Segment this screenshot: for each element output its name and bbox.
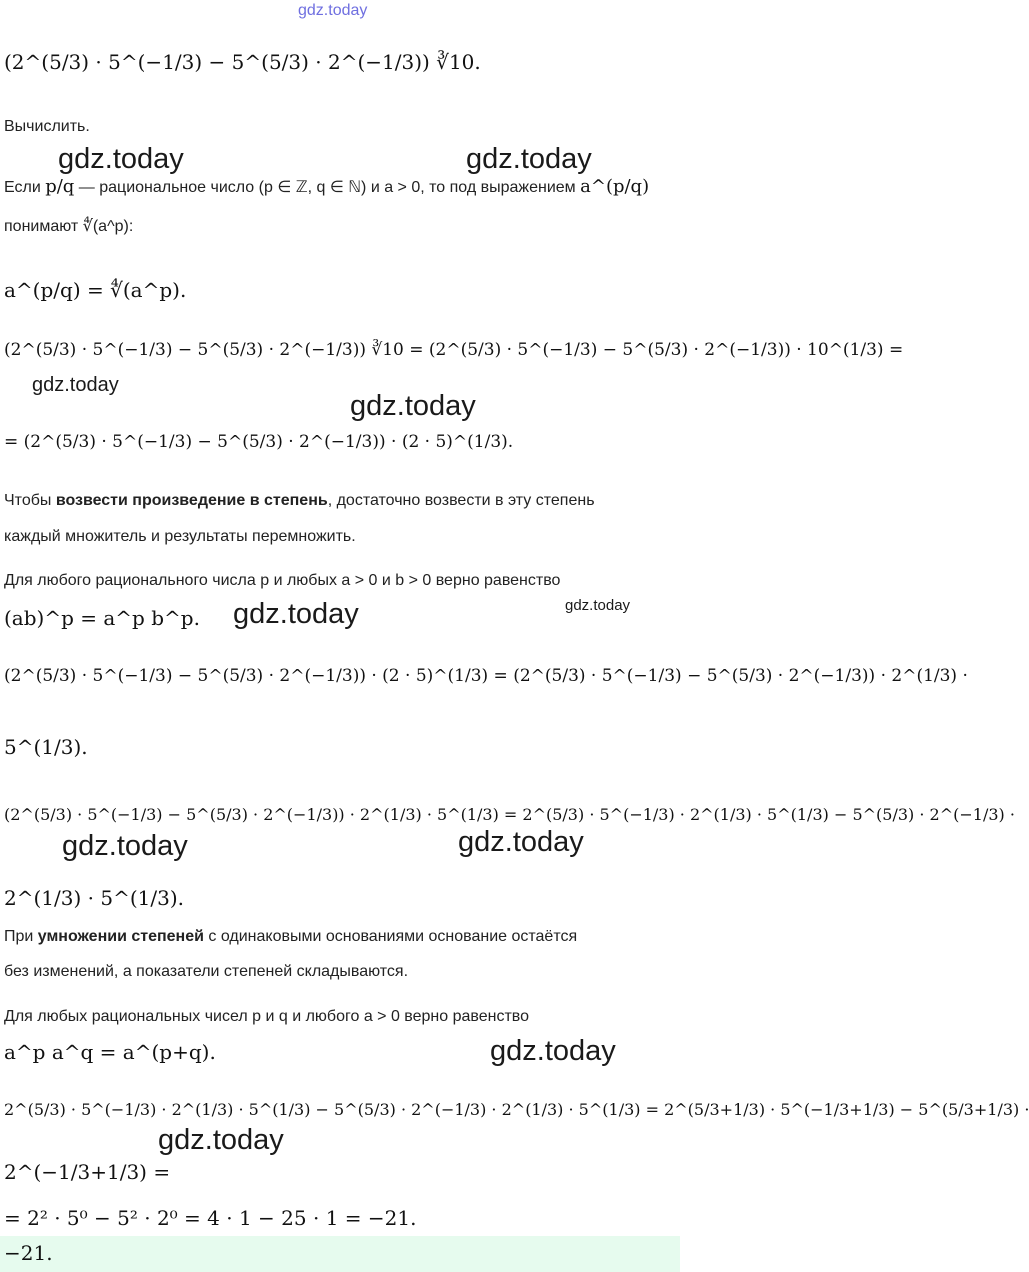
watermark: gdz.today (32, 374, 119, 396)
rule-rational-power-formula: a^(p/q) = ∜(a^p). (4, 278, 187, 302)
rule-multiply-powers-line2: без изменений, а показатели степеней складываются. (4, 963, 409, 980)
watermark: gdz.today (62, 830, 188, 862)
watermark-top: gdz.today (298, 2, 368, 19)
rule-rational-power-line2: понимают ∜(a^p): (4, 218, 134, 235)
watermark: gdz.today (158, 1124, 284, 1156)
solution-step-1-cont: = (2^(5/3) · 5^(−1/3) − 5^(5/3) · 2^(−1/3)) · (2 · 5)^(1/3). (4, 432, 514, 452)
solution-step-1: (2^(5/3) · 5^(−1/3) − 5^(5/3) · 2^(−1/3)) ∛10 = (2^(5/3) · 5^(−1/3) − 5^(5/3) · 2^(−1/3)) · 10^(1/3) = (4, 340, 904, 360)
rule-exponent-sum-formula: a^p a^q = a^(p+q). (4, 1040, 216, 1064)
solution-step-4-cont: 2^(−1/3+1/3) = (4, 1160, 171, 1184)
solution-step-2-cont: 5^(1/3). (4, 735, 88, 759)
solution-step-2: (2^(5/3) · 5^(−1/3) − 5^(5/3) · 2^(−1/3)) · (2 · 5)^(1/3) = (2^(5/3) · 5^(−1/3) − 5^(5/3) · 2^(−1/3)) · 2^(1/3) · (4, 666, 968, 686)
solution-step-4: 2^(5/3) · 5^(−1/3) · 2^(1/3) · 5^(1/3) − 5^(5/3) · 2^(−1/3) · 2^(1/3) · 5^(1/3) = 2^(5/3+1/3) · 5^(−1/3+1/3) − 5^(5/3+1/3) · (4, 1100, 1029, 1119)
final-computation: = 2² · 5⁰ − 5² · 2⁰ = 4 · 1 − 25 · 1 = −21. (4, 1206, 417, 1230)
watermark: gdz.today (466, 143, 592, 175)
rule-product-equality: Для любого рационального числа p и любых a > 0 и b > 0 верно равенство (4, 572, 561, 589)
rule-power-of-product: Чтобы возвести произведение в степень, достаточно возвести в эту степень (4, 492, 595, 509)
answer-box (0, 1236, 680, 1272)
watermark: gdz.today (565, 597, 631, 614)
rule-multiply-powers: При умножении степеней с одинаковыми основаниями основание остаётся (4, 928, 578, 945)
solution-step-3: (2^(5/3) · 5^(−1/3) − 5^(5/3) · 2^(−1/3)) · 2^(1/3) · 5^(1/3) = 2^(5/3) · 5^(−1/3) · 2^(1/3) · 5^(1/3) − 5^(5/3) · 2^(−1/3) · (4, 805, 1015, 824)
rule-product-formula: (ab)^p = a^p b^p. (4, 606, 200, 630)
watermark: gdz.today (233, 598, 359, 630)
watermark: gdz.today (58, 143, 184, 175)
rule-power-of-product-line2: каждый множитель и результаты перемножить. (4, 528, 356, 545)
watermark: gdz.today (458, 826, 584, 858)
rule-exponent-sum: Для любых рациональных чисел p и q и любого a > 0 верно равенство (4, 1008, 529, 1025)
heading: Вычислить. (4, 118, 90, 135)
answer-value: −21. (4, 1241, 53, 1265)
rule-rational-power: Если p/q — рациональное число (p ∈ ℤ, q ∈ ℕ) и a > 0, то под выражением a^(p/q) (4, 176, 650, 197)
watermark: gdz.today (350, 390, 476, 422)
watermark: gdz.today (490, 1035, 616, 1067)
solution-step-3-cont: 2^(1/3) · 5^(1/3). (4, 886, 184, 910)
expression-header: (2^(5/3) · 5^(−1/3) − 5^(5/3) · 2^(−1/3)) ∛10. (4, 50, 481, 74)
